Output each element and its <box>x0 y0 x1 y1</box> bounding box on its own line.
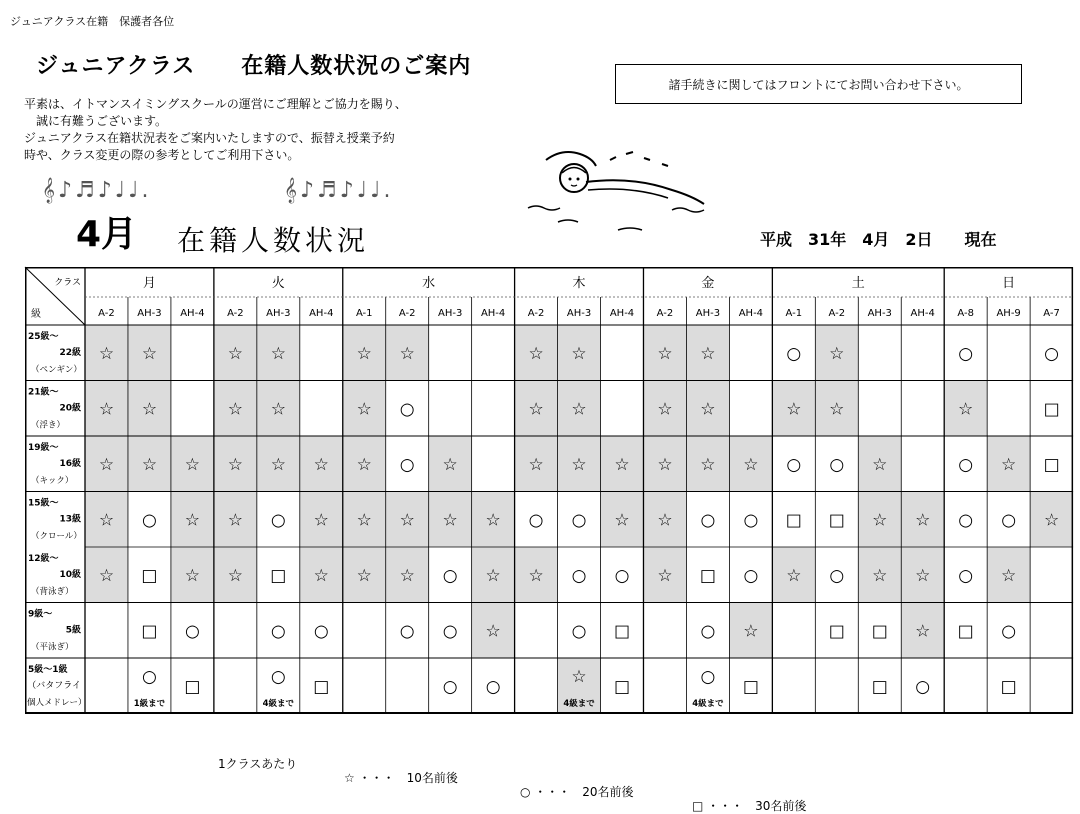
day-header-1: 火 <box>271 276 285 291</box>
intro-text <box>24 96 407 164</box>
class-label: AH-3 <box>266 308 291 319</box>
rank-mark: □ <box>1043 455 1060 475</box>
rank-mark: □ <box>785 510 802 531</box>
row-label-line: 21級～ <box>28 387 59 398</box>
rank-mark: ☆ <box>485 510 501 531</box>
rank-mark: ☆ <box>872 455 888 475</box>
grade-limit-note: 4級まで <box>692 699 724 709</box>
class-label: AH-4 <box>480 308 506 319</box>
rank-mark: ☆ <box>227 399 243 420</box>
class-label: AH-4 <box>180 308 205 319</box>
class-label: AH-3 <box>867 308 892 319</box>
row-label-line: （クロール） <box>31 531 82 542</box>
rank-mark: ○ <box>270 510 286 531</box>
class-label: A-2 <box>656 308 674 319</box>
rank-mark: ☆ <box>98 510 115 531</box>
rank-mark: ☆ <box>571 399 587 420</box>
row-label-line: 25級～ <box>28 332 59 342</box>
rank-mark: ☆ <box>270 344 286 364</box>
rank-mark: ☆ <box>98 566 115 586</box>
rank-mark: ☆ <box>98 399 115 420</box>
class-label: AH-3 <box>566 308 592 319</box>
class-label: A-8 <box>957 308 974 319</box>
day-header-0: 月 <box>142 276 156 291</box>
class-label: A-1 <box>785 308 803 319</box>
class-label: AH-4 <box>738 308 764 319</box>
rank-mark: ○ <box>958 510 974 531</box>
rank-mark: ☆ <box>700 399 716 420</box>
rank-mark: ☆ <box>872 510 888 531</box>
rank-mark: ○ <box>399 399 415 420</box>
music-notes-decoration: 𝄞♪♬♪♩♩. <box>284 178 394 203</box>
legend-square: □ ・・・ 30名前後 <box>692 799 807 813</box>
rank-mark: □ <box>828 510 845 531</box>
rank-mark: □ <box>313 677 330 697</box>
row-label-line: 15級～ <box>28 498 59 509</box>
rank-mark: ☆ <box>227 344 243 364</box>
rank-mark: ○ <box>528 510 544 531</box>
class-label: A-2 <box>398 308 416 319</box>
rank-mark: ☆ <box>915 566 931 586</box>
class-label: A-2 <box>98 308 115 319</box>
rank-mark: ☆ <box>829 399 845 420</box>
rank-mark: ○ <box>829 455 845 475</box>
row-label-line: （キック） <box>31 476 74 486</box>
rank-mark: □ <box>828 621 845 642</box>
rank-mark: ☆ <box>184 455 201 475</box>
rank-mark: ☆ <box>184 510 201 531</box>
rank-mark: ☆ <box>399 566 415 586</box>
class-label: A-2 <box>828 308 846 319</box>
row-label-line: 13級 <box>59 514 81 525</box>
rank-mark: ☆ <box>528 455 544 475</box>
rank-mark: ☆ <box>829 344 845 364</box>
row-label-line: 19級～ <box>28 443 59 453</box>
intro-line: 誠に有難うございます。 <box>24 114 168 128</box>
rank-mark: ☆ <box>786 566 802 586</box>
rank-mark: □ <box>613 621 631 642</box>
class-label: AH-4 <box>910 308 935 319</box>
rank-mark: ☆ <box>356 510 372 531</box>
rank-mark: ☆ <box>1001 455 1017 475</box>
rank-mark: ○ <box>313 621 329 642</box>
class-label: AH-3 <box>137 308 162 319</box>
rank-mark: □ <box>742 677 759 697</box>
rank-mark: ☆ <box>270 455 286 475</box>
rank-mark: ○ <box>958 455 974 475</box>
rank-mark: ☆ <box>313 455 329 475</box>
rank-mark: ○ <box>442 566 458 586</box>
class-label: AH-3 <box>695 308 721 319</box>
row-label-line: 10級 <box>59 570 81 580</box>
rank-mark: ☆ <box>700 455 716 475</box>
rank-mark: □ <box>141 621 158 642</box>
month-heading: 4月 <box>76 214 138 255</box>
rank-mark: □ <box>613 677 631 697</box>
row-label-line: （平泳ぎ） <box>31 642 74 653</box>
rank-mark: ○ <box>958 344 974 364</box>
rank-mark: ☆ <box>743 455 759 475</box>
rank-mark: ☆ <box>571 344 587 364</box>
legend-per-class: 1クラスあたり <box>218 757 298 771</box>
rank-mark: □ <box>699 566 716 586</box>
intro-line: ジュニアクラス在籍状況表をご案内いたしますので、振替え授業予約 <box>24 131 395 145</box>
rank-mark: ☆ <box>399 510 415 531</box>
rank-mark: ○ <box>829 566 845 586</box>
grade-limit-note: 4級まで <box>563 699 595 709</box>
rank-mark: ○ <box>614 566 630 586</box>
rank-mark: □ <box>270 566 287 586</box>
rank-mark: ○ <box>184 621 200 642</box>
row-label-line: （背泳ぎ） <box>31 587 74 597</box>
as-of-date: 平成 31年 4月 2日 現在 <box>760 230 997 249</box>
rank-mark: ○ <box>786 455 802 475</box>
row-label-line: 9級～ <box>28 609 53 620</box>
rank-mark: ○ <box>1001 621 1017 642</box>
rank-mark: ○ <box>399 621 415 642</box>
class-label: AH-4 <box>309 308 334 319</box>
rank-mark: ☆ <box>442 455 458 475</box>
rank-mark: ☆ <box>485 621 501 642</box>
class-label: AH-4 <box>609 308 635 319</box>
enrollment-table <box>25 267 1060 714</box>
day-header-2: 水 <box>422 276 436 291</box>
rank-mark: ○ <box>743 566 759 586</box>
intro-line: 平素は、イトマンスイミングスクールの運営にご理解とご協力を賜り、 <box>24 97 407 111</box>
rank-mark: ☆ <box>571 455 587 475</box>
class-label: A-2 <box>527 308 545 319</box>
rank-mark: ☆ <box>141 344 158 364</box>
corner-class-label: クラス <box>54 278 81 288</box>
rank-mark: ○ <box>142 667 157 687</box>
rank-mark: ☆ <box>657 344 673 364</box>
rank-mark: ☆ <box>786 399 802 420</box>
rank-mark: □ <box>1000 677 1017 697</box>
rank-mark: ○ <box>399 455 415 475</box>
rank-mark: ☆ <box>98 455 115 475</box>
row-label-line: （ペンギン） <box>31 365 82 375</box>
rank-mark: ○ <box>786 344 802 364</box>
rank-mark: ☆ <box>743 621 759 642</box>
rank-mark: ☆ <box>528 344 544 364</box>
rank-mark: ○ <box>485 677 501 697</box>
subtitle-heading: 在籍人数状況 <box>177 224 370 257</box>
rank-mark: ☆ <box>571 667 587 687</box>
row-label-line: （バタフライ <box>27 681 81 691</box>
rank-mark: ○ <box>915 677 931 697</box>
rank-mark: ☆ <box>356 344 372 364</box>
rank-mark: ☆ <box>313 510 329 531</box>
rank-mark: ○ <box>1001 510 1017 531</box>
rank-mark: ☆ <box>399 344 415 364</box>
rank-mark: □ <box>871 621 888 642</box>
music-notes-decoration: 𝄞♪♬♪♩♩. <box>42 178 152 203</box>
rank-mark: ☆ <box>485 566 501 586</box>
rank-mark: ☆ <box>872 566 888 586</box>
rank-mark: ☆ <box>528 566 544 586</box>
rank-mark: ☆ <box>356 455 372 475</box>
row-label-line: 個人メドレー） <box>27 698 87 708</box>
class-label: AH-9 <box>996 308 1021 319</box>
day-header-4: 金 <box>701 276 715 291</box>
day-header-5: 土 <box>851 276 865 291</box>
rank-mark: □ <box>957 621 974 642</box>
rank-mark: ○ <box>700 621 716 642</box>
rank-mark: ☆ <box>657 399 673 420</box>
rank-mark: ○ <box>700 510 716 531</box>
rank-mark: ☆ <box>227 455 243 475</box>
rank-mark: ☆ <box>614 455 630 475</box>
rank-mark: ☆ <box>442 510 458 531</box>
day-header-6: 日 <box>1002 276 1016 291</box>
rank-mark: ☆ <box>98 344 115 364</box>
rank-mark: ☆ <box>657 455 673 475</box>
rank-mark: ☆ <box>356 399 372 420</box>
legend-circle: ○ ・・・ 20名前後 <box>520 785 634 799</box>
rank-mark: ☆ <box>1043 510 1060 531</box>
rank-mark: ☆ <box>657 566 673 586</box>
rank-mark: ○ <box>1044 344 1060 364</box>
rank-mark: ○ <box>571 566 587 586</box>
day-header-3: 木 <box>572 276 586 291</box>
rank-mark: ○ <box>700 667 716 687</box>
rank-mark: ○ <box>958 566 974 586</box>
rank-mark: ☆ <box>184 566 201 586</box>
rank-mark: □ <box>1043 399 1060 420</box>
row-label-line: 5級 <box>65 625 81 636</box>
rank-mark: ☆ <box>270 399 286 420</box>
row-label-line: 12級～ <box>28 554 59 564</box>
legend-star: ☆ ・・・ 10名前後 <box>344 771 458 785</box>
row-label-line: 22級 <box>59 348 81 358</box>
recipient-line: ジュニアクラス在籍 保護者各位 <box>10 15 175 28</box>
rank-mark: ☆ <box>657 510 673 531</box>
rank-mark: ☆ <box>227 510 243 531</box>
rank-mark: ○ <box>270 667 286 687</box>
page-title: ジュニアクラス 在籍人数状況のご案内 <box>36 54 472 79</box>
row-label-line: 20級 <box>59 403 81 414</box>
rank-mark: ○ <box>142 510 157 531</box>
row-label-line: 5級～1級 <box>28 665 68 675</box>
rank-mark: □ <box>871 677 888 697</box>
rank-mark: ○ <box>743 510 759 531</box>
class-label: AH-3 <box>437 308 463 319</box>
rank-mark: ☆ <box>313 566 329 586</box>
rank-mark: ☆ <box>700 344 716 364</box>
rank-mark: ○ <box>270 621 286 642</box>
rank-mark: ○ <box>442 677 458 697</box>
class-label: A-2 <box>227 308 244 319</box>
grade-limit-note: 4級まで <box>262 699 295 709</box>
intro-line: 時や、クラス変更の際の参考としてご利用下さい。 <box>24 148 300 162</box>
row-label-line: 16級 <box>59 459 81 469</box>
class-label: A-1 <box>355 308 373 319</box>
notice-box: 諸手続きに関してはフロントにてお問い合わせ下さい。 <box>615 64 1022 104</box>
rank-mark: ☆ <box>958 399 974 420</box>
rank-mark: ☆ <box>227 566 243 586</box>
enrollment-grid <box>25 267 1060 714</box>
class-label: A-7 <box>1043 308 1060 319</box>
swimmer-icon <box>522 146 714 242</box>
rank-mark: □ <box>184 677 201 697</box>
grade-limit-note: 1級まで <box>133 699 166 709</box>
rank-mark: ○ <box>442 621 458 642</box>
corner-grade-label: 級 <box>31 309 41 320</box>
rank-mark: ☆ <box>356 566 372 586</box>
row-label-line: （浮き） <box>31 420 66 431</box>
rank-mark: ○ <box>571 510 587 531</box>
rank-mark: ☆ <box>1001 566 1017 586</box>
rank-mark: ○ <box>571 621 587 642</box>
rank-mark: ☆ <box>915 510 931 531</box>
rank-mark: ☆ <box>528 399 544 420</box>
rank-mark: ☆ <box>614 510 630 531</box>
rank-mark: ☆ <box>915 621 931 642</box>
rank-mark: ☆ <box>141 455 158 475</box>
rank-mark: ☆ <box>141 399 158 420</box>
legend <box>218 741 807 813</box>
rank-mark: □ <box>141 566 158 586</box>
